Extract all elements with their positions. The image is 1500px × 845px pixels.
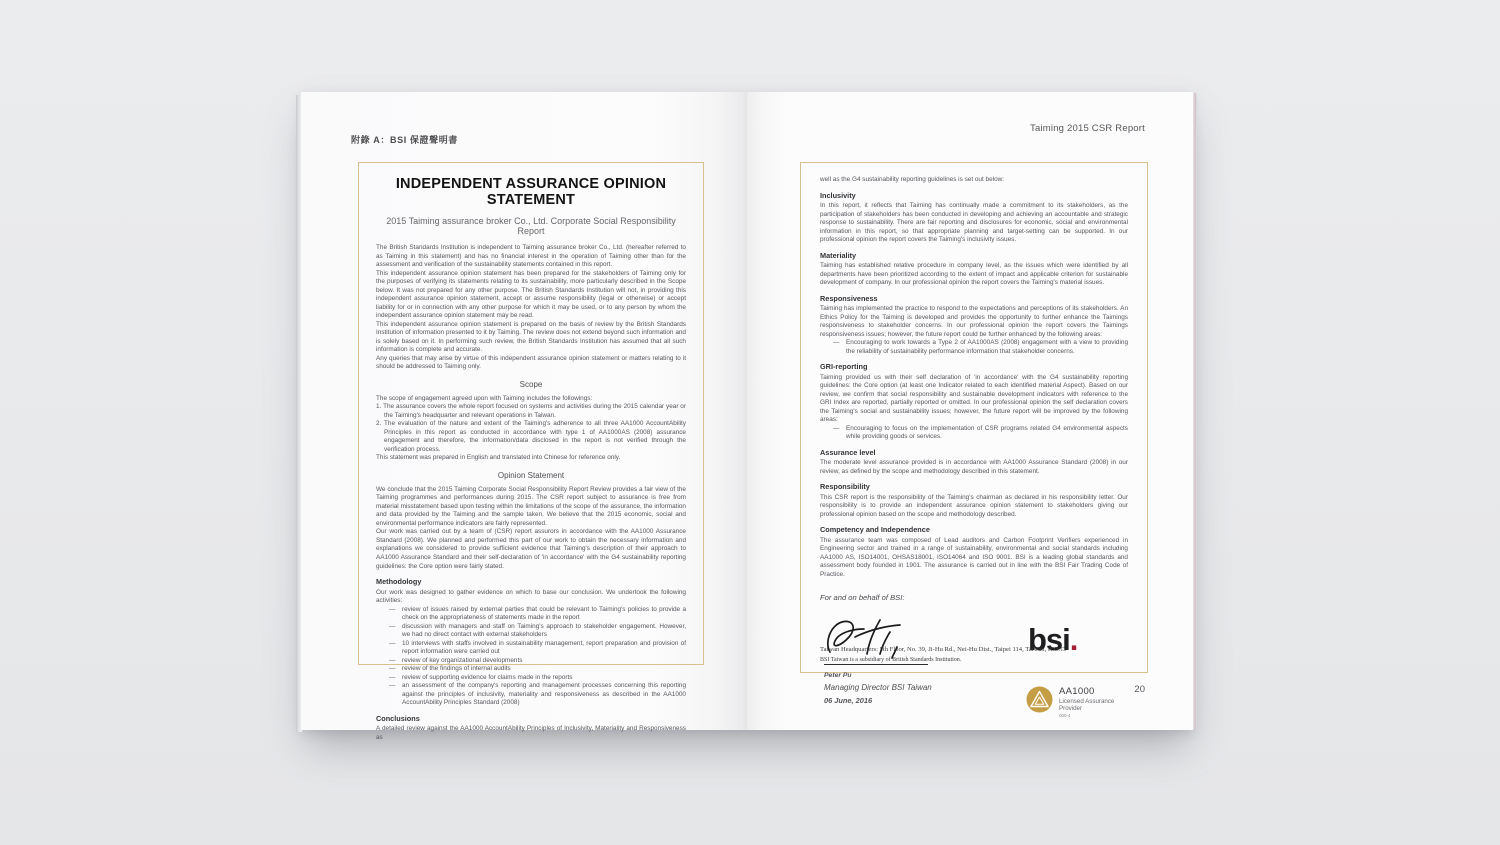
paragraph: This CSR report is the responsibility of the Taiming's chairman as declared in his responsibility letter. Our responsibility is to provide an independent assurance opinion statement to stakeholders giving our professional opinion based on the scope and methodology described. <box>820 493 1128 518</box>
section-heading: Responsibility <box>820 482 870 492</box>
section-heading: Materiality <box>820 250 857 260</box>
paragraph: Taiming has established relative procedure in company level, as the issues which were identified by all departments have been prioritized according to the extent of impact and applicable criterion for sustainable development of company. In our professional opinion the report covers the Taiming's material issues. <box>820 262 1128 287</box>
inclusivity-section <box>820 191 1128 245</box>
paragraph: The moderate level assurance provided is in accordance with AA1000 Assurance Standard (2008) in our review, as defined by the scope and methodology described in this statement. <box>820 459 1128 475</box>
methodology-heading: Methodology <box>376 577 422 587</box>
assurance-level-section <box>820 448 1128 477</box>
footer-subsidiary-note: BSI Taiwan is a subsidiary of British Standards Institution. <box>820 657 962 663</box>
materiality-section <box>820 251 1128 288</box>
methodology-item: — review of key organizational developments <box>376 657 686 666</box>
left-page <box>301 92 747 741</box>
bsi-logo-dot: . <box>1069 621 1078 657</box>
conclusions-section <box>376 725 686 742</box>
frame-footer <box>820 646 1066 663</box>
methodology-item: — 10 interviews with staffs involved in sustainability management, report preparation and provision of report information were carried out <box>376 640 686 657</box>
aa1000-name: AA1000 <box>1059 685 1095 697</box>
aa1000-text <box>1059 686 1128 718</box>
paragraph: Our work was carried out by a team of (CSR) report assurors in accordance with the AA1000 Assurance Standard (2008). We planned and performed this part of our work to obtain the necessary information and explanations we considered to provide sufficient evidence that Taiming's description of their approach to AA1000 Assurance Standard and their self-declaration of 'in accordance' with the G4 sustainability reporting guidelines: the Core option were fairly stated. <box>376 528 686 570</box>
statement-frame-right <box>800 162 1148 718</box>
paragraph: Taiming has implemented the practice to respond to the expectations and perceptions of its stakeholders. An Ethics Policy for the Taiming is developed and provides the opportunity to further enhance the Taimings responsiveness to stakeholder concerns. In our professional opinion the report covers the Taimings responsiveness issues; however, the future report could be further enhanced by the following areas: <box>820 305 1128 338</box>
intro-section <box>376 244 686 372</box>
scope-item: 1. The assurance covers the whole report focused on systems and activities during the 2015 calendar year or the Taiming's headquarter and relevant operations in Taiwan. <box>376 403 686 419</box>
scope-heading: Scope <box>519 379 543 389</box>
methodology-item: — review of the findings of internal audits <box>376 665 686 674</box>
scope-section <box>376 395 686 463</box>
signoff-date: 06 June, 2016 <box>824 695 873 705</box>
section-heading: Inclusivity <box>820 190 856 200</box>
aa1000-descriptor: Licensed Assurance Provider <box>1059 697 1115 712</box>
footer-address: Taiwan Headquarters: 5th Floor, No. 39, Ji-Hu Rd., Nei-Hu Dist., Taipei 114, Taiwan, R.O.C. <box>820 646 1067 653</box>
paragraph: This independent assurance opinion statement has been prepared for the stakeholders of Taiming only for the purposes of verifying its statements relating to its sustainability, more particularly described in the Scope below. It was not prepared for any other purpose. The British Standards Institution will not, in providing this independent assurance opinion statement, accept or assume responsibility (legal or otherwise) or accept liability for or in connection with any other purpose for which it may be used, or to any person by whom the independent assurance opinion statement may be read. <box>376 269 686 320</box>
paragraph: The scope of engagement agreed upon with Taiming includes the followings: <box>376 394 593 402</box>
paragraph: The assurance team was composed of Lead auditors and Carbon Footprint Verifiers experienced in Engineering sector and trained in a range of sustainability, environmental and social standards including AA1000 AS, ISO14001, OHSAS18001, ISO14064 and ISO 9001. BSI is a leading global standards and assessment body founded in 1901. The assurance is carried out in line with the BSI Fair Trading Code of Practice. <box>820 536 1128 578</box>
statement-subtitle: 2015 Taiming assurance broker Co., Ltd. Corporate Social Responsibility Report <box>386 216 676 236</box>
on-behalf-line: For and on behalf of BSI: <box>820 592 905 602</box>
page-number: 20 <box>1134 684 1145 695</box>
signoff-block <box>820 610 1128 728</box>
section-heading: Responsiveness <box>820 293 878 303</box>
aa1000-license-number: 000-4 <box>1059 712 1071 718</box>
paragraph: A detailed review against the AA1000 AccountAbility Principles of Inclusivity, Materiality and Responsiveness as <box>376 725 686 741</box>
scope-item: 2. The evaluation of the nature and extent of the Taiming's adherence to all three AA1000 AccountAbility Principles in this report as conducted in accordance with type 1 of AA1000AS (2008) assurance engagement and therefore, the information/data disclosed in the report is not verified through the verification process. <box>376 420 686 453</box>
responsiveness-section <box>820 294 1128 357</box>
section-heading: Competency and Independence <box>820 525 930 535</box>
paragraph: In this report, it reflects that Taiming has continually made a commitment to its stakeholders, as the participation of stakeholders has been conducted in developing and achieving an accountable and strategic response to sustainability. There are fair reporting and disclosures for economic, social and environmental information in this report, so that appropriate planning and target-setting can be supported. In our professional opinion the report covers the Taiming's inclusivity issues. <box>820 202 1128 244</box>
section-heading: Assurance level <box>820 447 876 457</box>
competency-independence-section <box>820 525 1128 579</box>
lead-in-text: well as the G4 sustainability reporting guidelines is set out below: <box>820 176 1005 183</box>
statement-title: INDEPENDENT ASSURANCE OPINION STATEMENT <box>395 176 667 208</box>
paragraph: The British Standards Institution is independent to Taiming assurance broker Co., Ltd. (hereafter referred to as Taiming in this statement) and has no financial interest in the operation of Taiming other than for the assessment and verification of the sustainability statements contained in this report. <box>376 244 686 269</box>
methodology-section <box>376 589 686 708</box>
section-bullet: — Encouraging to focus on the implementation of CSR programs related G4 environmental aspects while providing goods or services. <box>820 425 1128 442</box>
signer-name: Peter Pu <box>824 671 852 679</box>
section-heading: GRI-reporting <box>820 362 868 372</box>
methodology-item: — discussion with managers and staff on Taiming's approach to stakeholder engagement. However, we had no direct contact with external stakeholders <box>376 623 686 640</box>
paragraph: Our work was designed to gather evidence on which to base our conclusion. We undertook the following activities: <box>376 588 686 605</box>
responsibility-section <box>820 482 1128 519</box>
bsi-logo-text: bsi <box>1028 621 1070 657</box>
paragraph: This statement was prepared in English and translated into Chinese for reference only. <box>376 454 621 462</box>
conclusions-heading: Conclusions <box>376 713 420 723</box>
aa1000-triangle-icon <box>1026 686 1053 713</box>
methodology-item: — an assessment of the company's reporting and management processes concerning this reporting against the principles of inclusivity, materiality and responsiveness as described in the AA1000 AccountAbility Principles Standard (2008) <box>376 682 686 708</box>
gri-reporting-section <box>820 362 1128 442</box>
open-book-spread <box>301 92 1193 741</box>
statement-frame-left <box>358 162 704 741</box>
paragraph: Any queries that may arise by virtue of this independent assurance opinion statement or matters relating to it should be addressed to Taiming only. <box>376 354 686 371</box>
methodology-item: — review of supporting evidence for claims made in the reports <box>376 674 686 683</box>
section-bullet: — Encouraging to work towards a Type 2 of AA1000AS (2008) engagement with a view to providing the reliability of sustainability performance information that stakeholder concerns. <box>820 339 1128 356</box>
signature-rule <box>824 664 928 665</box>
paragraph: Taiming provided us with their self declaration of 'in accordance' with the G4 sustainability reporting guidelines: the Core option (at least one Indicator related to each identified material Aspect). Based on our review, we confirm that social responsibility and sustainable development indicators with reference to the GRI Index are reported, partially reported or omitted. In our professional opinion the self declaration covers the Taiming's social and sustainability issues; however, the future report will be improved by the following areas: <box>820 373 1128 424</box>
paragraph: This independent assurance opinion statement is prepared on the basis of review by the British Standards Institution of information presented to it by Taiming. The review does not extend beyond such information and is solely based on it. In performing such review, the British Standards Institution has assumed that all such information is complete and accurate. <box>376 320 686 354</box>
appendix-header: 附錄 A：BSI 保證聲明書 <box>351 135 458 145</box>
paragraph: We conclude that the 2015 Taiming Corporate Social Responsibility Report Review provides a fair view of the Taiming programmes and performances during 2015. The CSR report subject to assurance is free from material misstatement based upon testing within the limitations of the scope of the assurance, the information and data provided by the Taiming and the sample taken. We believe that the 2015 economic, social and environmental performance indicators are fairly represented. <box>376 485 686 527</box>
right-page <box>747 92 1193 730</box>
methodology-item: — review of issues raised by external parties that could be relevant to Taiming's policies to provide a check on the appropriateness of statements made in the report <box>376 606 686 623</box>
signer-title: Managing Director BSI Taiwan <box>824 682 932 692</box>
opinion-section <box>376 486 686 571</box>
report-running-header: Taiming 2015 CSR Report <box>1030 123 1145 134</box>
aa1000-badge <box>1026 686 1128 718</box>
opinion-heading: Opinion Statement <box>497 470 565 480</box>
